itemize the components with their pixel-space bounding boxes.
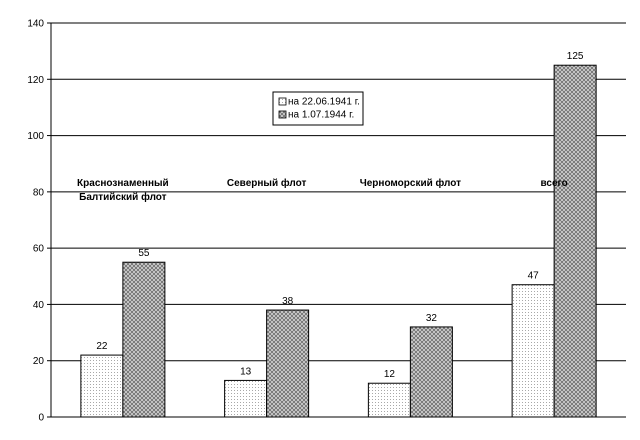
- legend-label-1941: на 22.06.1941 г.: [288, 96, 360, 108]
- category-label-3: [541, 178, 568, 189]
- bar-2-series-1: [410, 327, 452, 417]
- y-tick-label-120: 120: [27, 74, 44, 86]
- y-tick-label-100: 100: [27, 131, 44, 143]
- category-label-2-line-0: Черноморский флот: [359, 177, 462, 189]
- y-tick-label-80: 80: [32, 187, 44, 199]
- bar-0-series-1: [123, 262, 165, 417]
- y-tick-label-140: 140: [27, 18, 44, 30]
- category-labels: [77, 177, 568, 203]
- data-label-1-series-0: 13: [240, 366, 252, 378]
- data-label-2-series-1: 32: [425, 312, 437, 324]
- category-label-1: [227, 177, 307, 189]
- bar-1-series-1: [267, 310, 309, 417]
- bar-0-series-0: [81, 355, 123, 417]
- category-label-1-line-0: Северный флот: [226, 177, 307, 189]
- bar-3-series-0: [512, 285, 554, 417]
- legend-label-1944: на 1.07.1944 г.: [288, 109, 355, 121]
- data-label-3-series-1: 125: [566, 51, 584, 63]
- category-label-0: [77, 178, 169, 203]
- y-tick-label-60: 60: [32, 243, 44, 255]
- category-label-0-line-1: Балтийский флот: [79, 191, 167, 203]
- category-label-2: [360, 177, 461, 189]
- legend: [273, 92, 363, 125]
- bar-2-series-0: [368, 383, 410, 417]
- y-tick-label-40: 40: [32, 299, 44, 311]
- data-label-1-series-1: 38: [282, 296, 294, 308]
- category-label-0-line-0: Краснознаменный: [77, 177, 169, 189]
- bar-3-series-1: [554, 65, 596, 417]
- legend-swatch-1944: [279, 111, 286, 118]
- data-label-3-series-0: 47: [527, 270, 539, 282]
- y-tick-label-20: 20: [32, 356, 44, 368]
- bar-1-series-0: [225, 380, 267, 417]
- category-label-3-line-0: всего: [540, 177, 568, 189]
- data-label-2-series-0: 12: [383, 369, 395, 381]
- data-label-0-series-0: 22: [96, 341, 108, 353]
- data-label-0-series-1: 55: [138, 248, 150, 260]
- legend-swatch-1941: [279, 98, 286, 105]
- y-tick-label-0: 0: [38, 412, 44, 424]
